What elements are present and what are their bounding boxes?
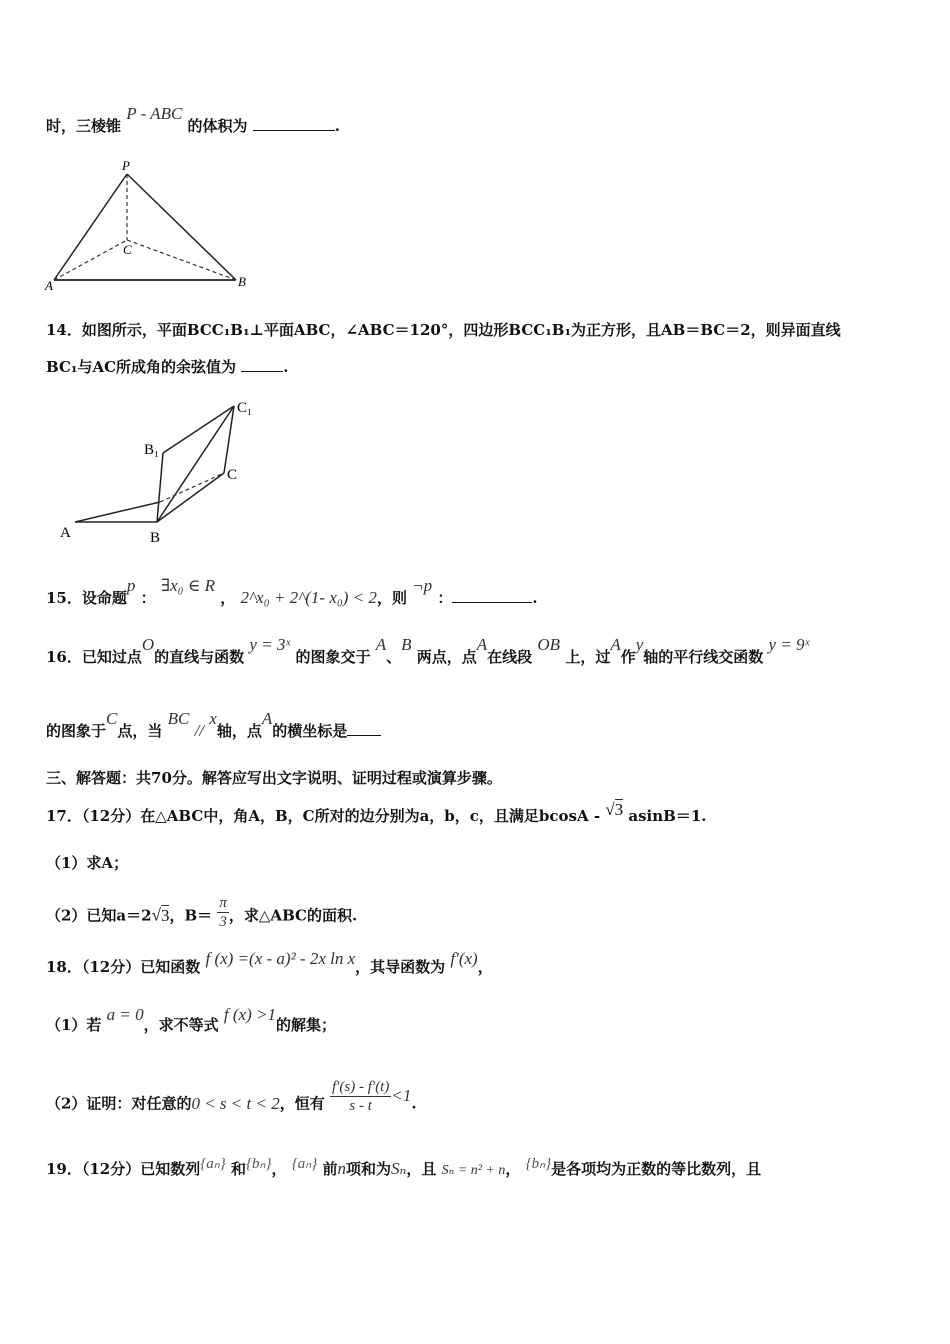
q18-function: f (x) =(x - a)² - 2x ln x — [205, 949, 356, 968]
q13-answer-blank[interactable] — [253, 116, 335, 131]
q13-suffix: 的体积为 — [187, 117, 248, 135]
q15-inequality: 2^x₀ + 2^(1- x₀) < 2 — [240, 588, 377, 607]
q18-part2: （2）证明：对任意的0 < s < t < 2，恒有 $\frac{f'(s) - f'(t)}{s - t}$ <1. — [46, 1079, 417, 1114]
q18-part1: （1）若 a = 0，求不等式 f (x) >1的解集； — [46, 1005, 336, 1034]
q13-prefix: 时，三棱锥 — [46, 117, 122, 135]
label-P: P — [122, 158, 130, 173]
section3-heading: 三、解答题：共70分。解答应写出文字说明、证明过程或演算步骤。 — [46, 769, 502, 787]
label-A: A — [60, 525, 71, 541]
label-B: B — [150, 530, 161, 546]
q15-answer-blank[interactable] — [452, 588, 532, 603]
q16-line2: 的图象于C点，当 BC // x轴，点A的横坐标是 — [46, 721, 381, 741]
label-B1: B₁ — [144, 442, 160, 458]
q13-tail-line: 时，三棱锥 P - ABC 的体积为 . — [46, 104, 341, 135]
label-C1: C₁ — [237, 400, 253, 416]
q18-line: 18．（12分）已知函数 f (x) =(x - a)² - 2x ln x，其导函数为 f′(x)， — [46, 949, 493, 976]
label-C: C — [227, 467, 238, 483]
q14-answer-blank[interactable] — [241, 357, 283, 372]
label-B: B — [238, 274, 246, 289]
q17-line: 17．（12分）在△ABC中，角A，B，C所对的边分别为a，b，c，且满足bcosA - √3 asinB＝1. — [46, 800, 707, 825]
q16-line1: 16．已知过点O的直线与函数 y = 3ˣ 的图象交于 A、B 两点，点A在线段 OB 上，过A作y轴的平行线交函数 y = 9ˣ — [46, 635, 810, 666]
q13-pyramid-figure — [40, 158, 260, 293]
q15-line: 15．设命题p ： ∃x₀ ∈ R ， 2^x₀ + 2^(1- x₀) < 2，则 ¬p ： . — [46, 576, 538, 607]
q15-exists: ∃x₀ ∈ R — [160, 576, 216, 595]
q17-part1: （1）求A； — [46, 854, 129, 872]
q14-prism-figure — [50, 392, 280, 552]
q16-answer-blank[interactable] — [347, 721, 381, 736]
q14-line1: 14．如图所示，平面BCC₁B₁⊥平面ABC，∠ABC＝120°，四边形BCC₁B₁为正方形，且AB＝BC＝2，则异面直线 — [46, 321, 841, 339]
label-A: A — [45, 278, 53, 293]
q14-line2: BC₁与AC所成角的余弦值为 . — [46, 358, 289, 376]
q19-line: 19．（12分）已知数列{aₙ} 和{bₙ}， {aₙ} 前n项和为Sₙ，且 Sₙ = n² + n， {bₙ}是各项均为正数的等比数列，且 — [46, 1156, 762, 1178]
q13-math: P - ABC — [126, 104, 183, 123]
q17-part2: （2）已知a＝2√3，B＝ $\frac{\pi}{3}$ ，求△ABC的面积. — [46, 895, 358, 930]
label-C: C — [123, 242, 132, 257]
